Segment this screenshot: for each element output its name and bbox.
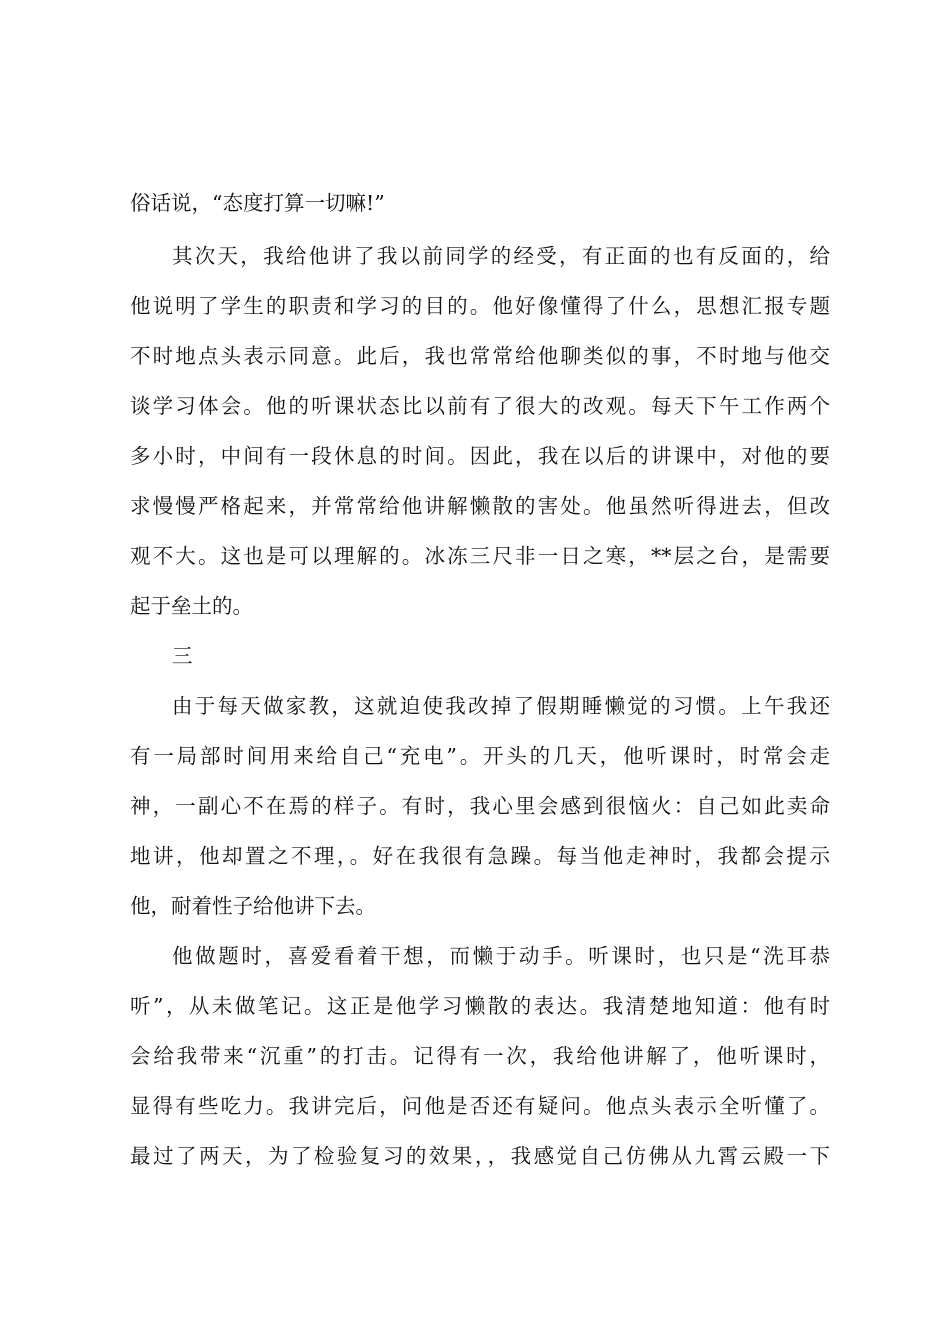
text-line: 听”，从未做笔记。这正是他学习懒散的表达。我清楚地知道：他有时 — [130, 994, 830, 1018]
paragraph-first-line: 其次天，我给他讲了我以前同学的经受，有正面的也有反面的，给 — [172, 244, 830, 268]
text-line: 求慢慢严格起来，并常常给他讲解懒散的害处。他虽然听得进去，但改 — [130, 494, 830, 518]
text-line: 神，一副心不在焉的样子。有时，我心里会感到很恼火：自己如此卖命 — [130, 794, 830, 818]
paragraph-first-line: 由于每天做家教，这就迫使我改掉了假期睡懒觉的习惯。上午我还 — [172, 694, 830, 718]
text-line: 俗话说，“态度打算一切嘛!” — [130, 191, 385, 215]
text-line: 他说明了学生的职责和学习的目的。他好像懂得了什么，思想汇报专题 — [130, 294, 830, 318]
text-line: 多小时，中间有一段休息的时间。因此，我在以后的讲课中，对他的要 — [130, 444, 830, 468]
text-line: 显得有些吃力。我讲完后，问他是否还有疑问。他点头表示全听懂了。 — [130, 1094, 830, 1118]
text-line: 有一局部时间用来给自己“充电”。开头的几天，他听课时，时常会走 — [130, 744, 830, 768]
text-line: 他，耐着性子给他讲下去。 — [130, 894, 376, 918]
text-line: 谈学习体会。他的听课状态比以前有了很大的改观。每天下午工作两个 — [130, 394, 830, 418]
text-line: 地讲，他却置之不理，。好在我很有急躁。每当他走神时，我都会提示 — [130, 844, 830, 868]
section-heading: 三 — [172, 644, 193, 668]
paragraph-first-line: 他做题时，喜爱看着干想，而懒于动手。听课时，也只是“洗耳恭 — [172, 944, 830, 968]
text-line: 最过了两天，为了检验复习的效果，，我感觉自己仿佛从九霄云殿一下 — [130, 1144, 830, 1168]
text-line: 不时地点头表示同意。此后，我也常常给他聊类似的事，不时地与他交 — [130, 344, 830, 368]
text-line: 观不大。这也是可以理解的。冰冻三尺非一日之寒，**层之台，是需要 — [130, 544, 830, 568]
text-line: 起于垒土的。 — [130, 594, 253, 618]
text-line: 会给我带来“沉重”的打击。记得有一次，我给他讲解了，他听课时， — [130, 1044, 830, 1068]
